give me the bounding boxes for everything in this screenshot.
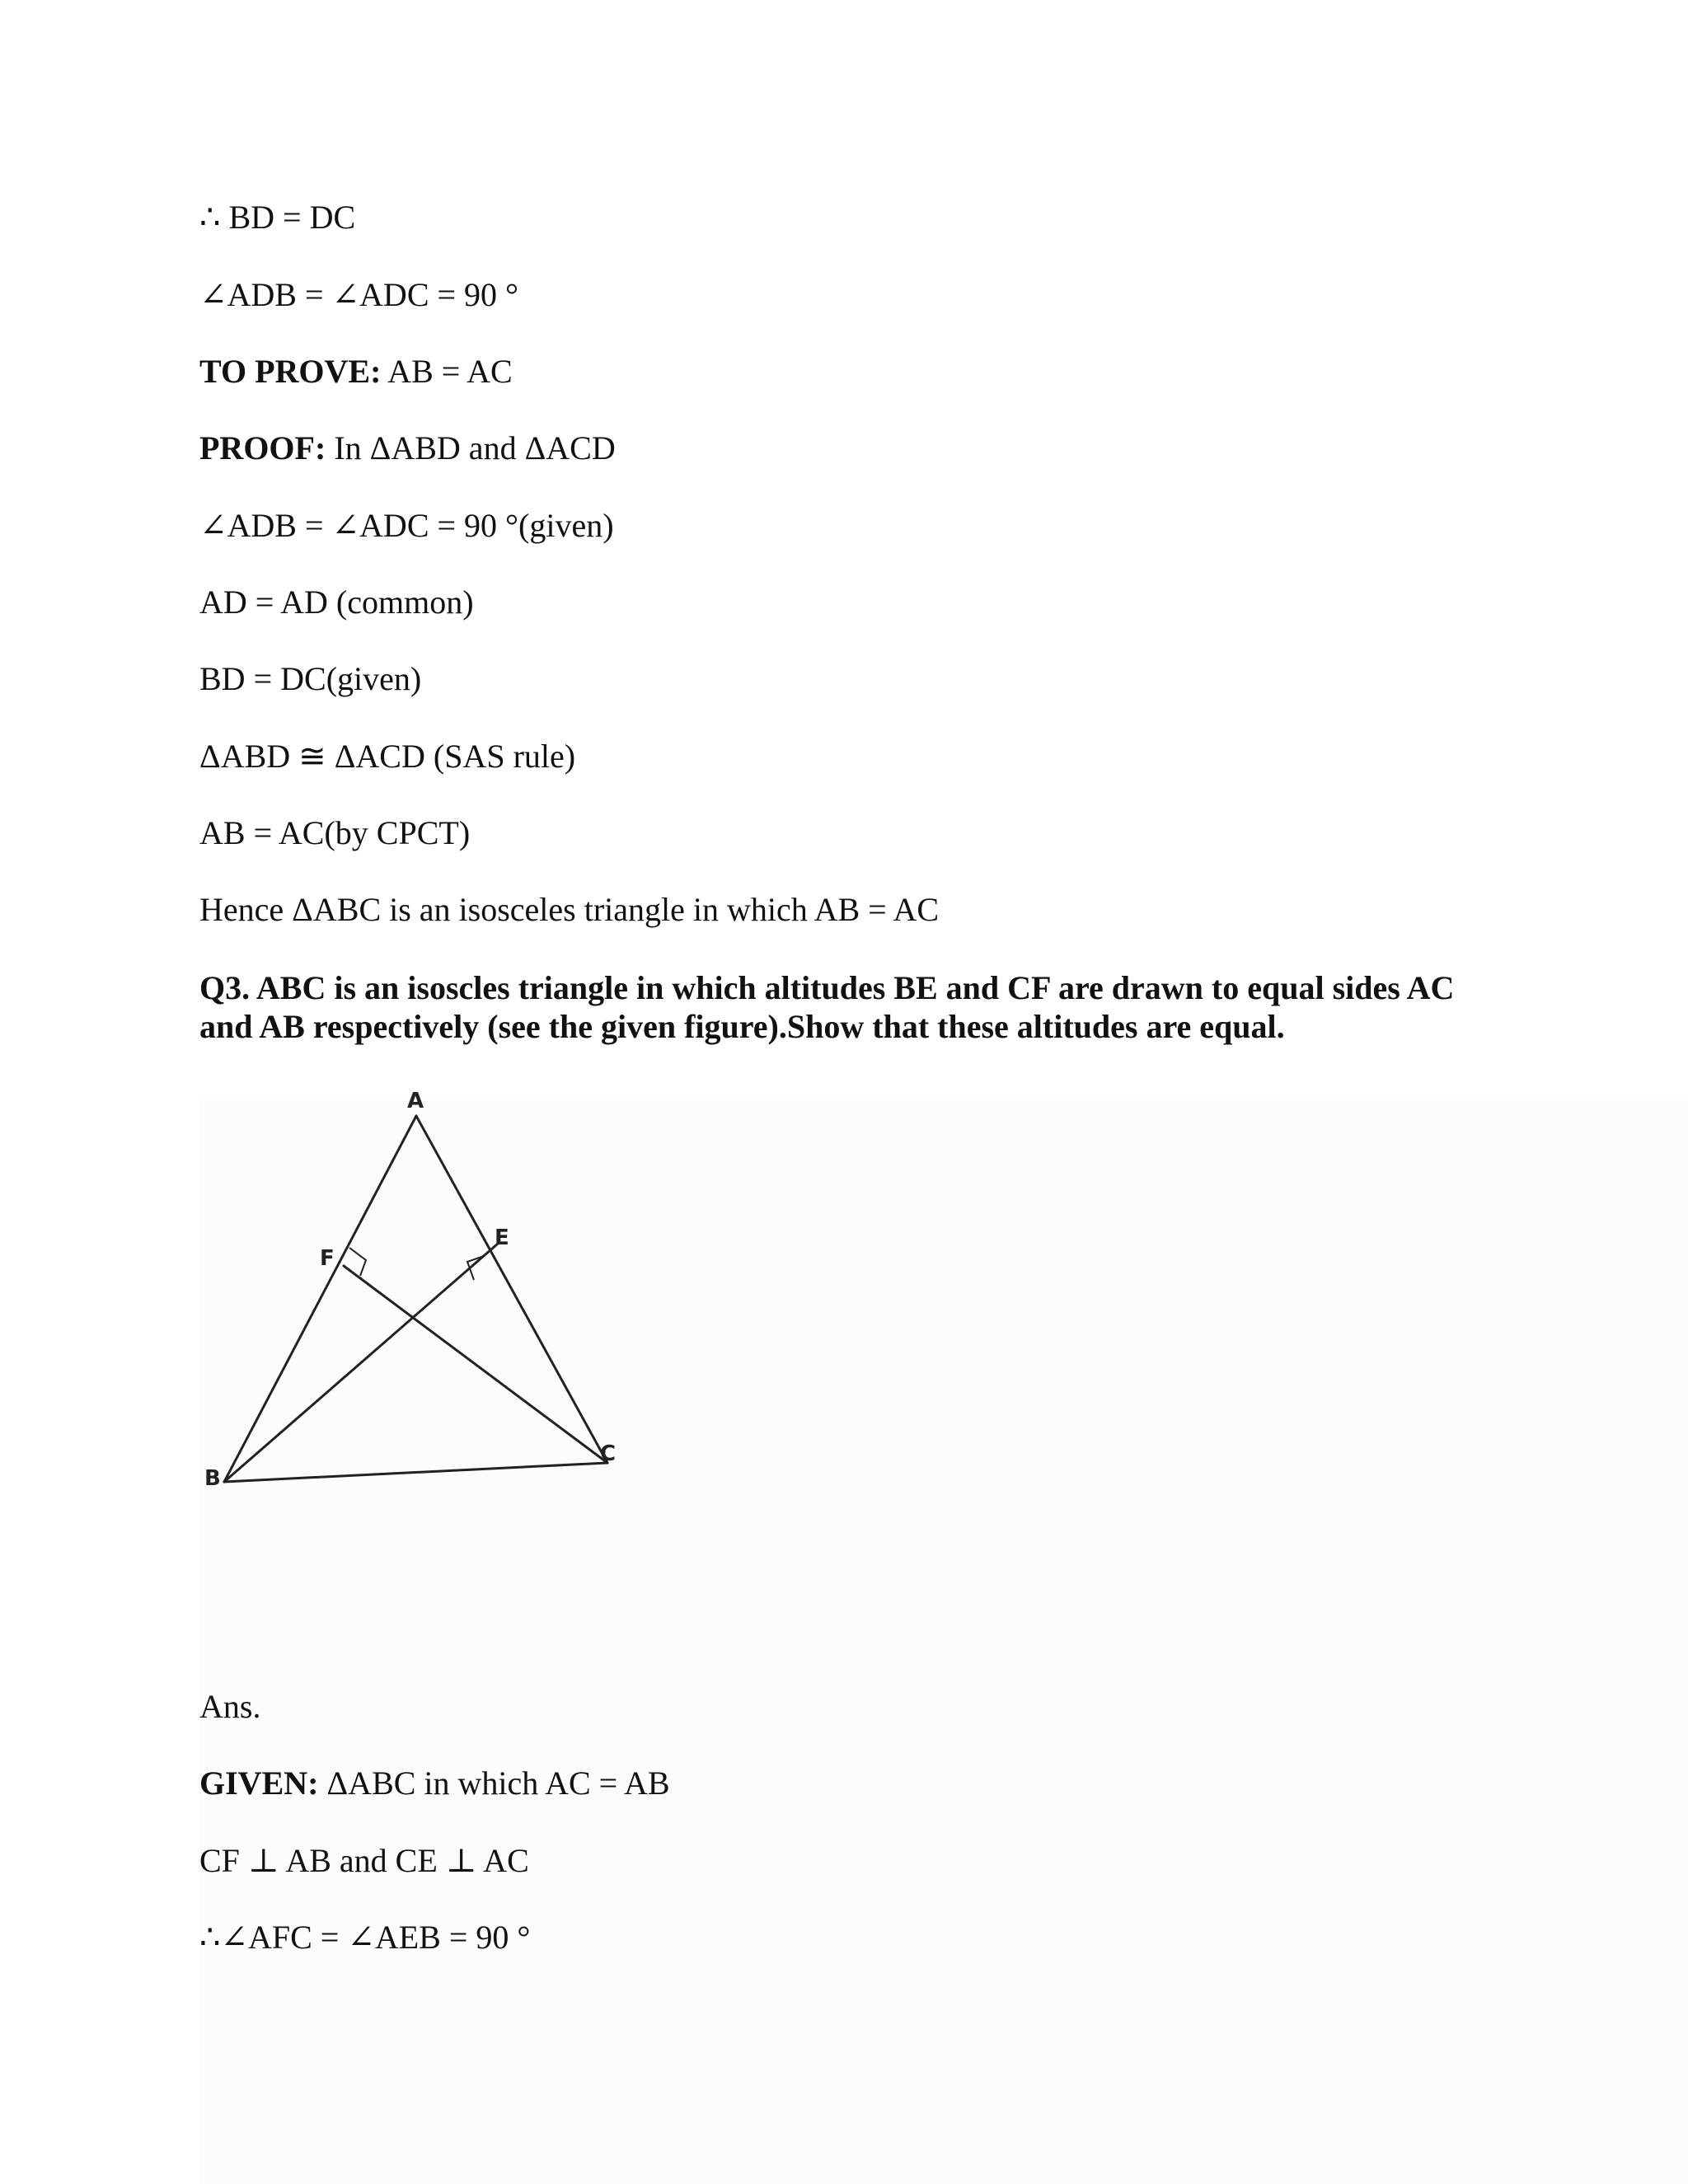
vertex-label-a: A [407, 1089, 424, 1113]
text-line: Hence ΔABC is an isosceles triangle in which AB = AC [199, 891, 940, 928]
point-label-e: E [495, 1226, 509, 1250]
vertex-label-c: C [600, 1441, 617, 1466]
text-line: ∠ADB = ∠ADC = 90 ° [199, 276, 519, 313]
ans-label: Ans. [199, 1688, 261, 1725]
side-bc [224, 1463, 607, 1482]
to-prove-label: TO PROVE: [199, 353, 382, 390]
altitude-cf [344, 1266, 607, 1463]
text-line: ∴∠AFC = ∠AEB = 90 ° [199, 1919, 531, 1956]
text-line: ΔABD ≅ ΔACD (SAS rule) [199, 738, 576, 775]
text-line: AB = AC(by CPCT) [199, 814, 471, 851]
given-label: GIVEN: [199, 1765, 319, 1802]
proof-line [199, 429, 616, 468]
given-text: ΔABC in which AC = AB [318, 1765, 670, 1802]
to-prove-text: AB = AC [381, 353, 513, 390]
to-prove-line [199, 352, 513, 391]
question-line-1: Q3. ABC is an isoscles triangle in which altitudes BE and CF are drawn to equal sides AC [199, 969, 1455, 1006]
proof-label: PROOF: [199, 429, 326, 466]
proof-text: In ΔABD and ΔACD [326, 429, 616, 466]
vertex-label-b: B [204, 1466, 221, 1491]
text-line: CF ⊥ AB and CE ⊥ AC [199, 1842, 529, 1879]
point-label-f: F [320, 1246, 335, 1271]
text-line: ∴ BD = DC [199, 199, 356, 236]
text-line: AD = AD (common) [199, 583, 474, 621]
question-line-2: and AB respectively (see the given figure).Show that these altitudes are equal. [199, 1008, 1285, 1045]
question-heading [199, 968, 1485, 1046]
triangle-figure [190, 1080, 651, 1508]
text-line: BD = DC(given) [199, 660, 422, 697]
given-line [199, 1764, 670, 1803]
text-line: ∠ADB = ∠ADC = 90 °(given) [199, 507, 614, 544]
